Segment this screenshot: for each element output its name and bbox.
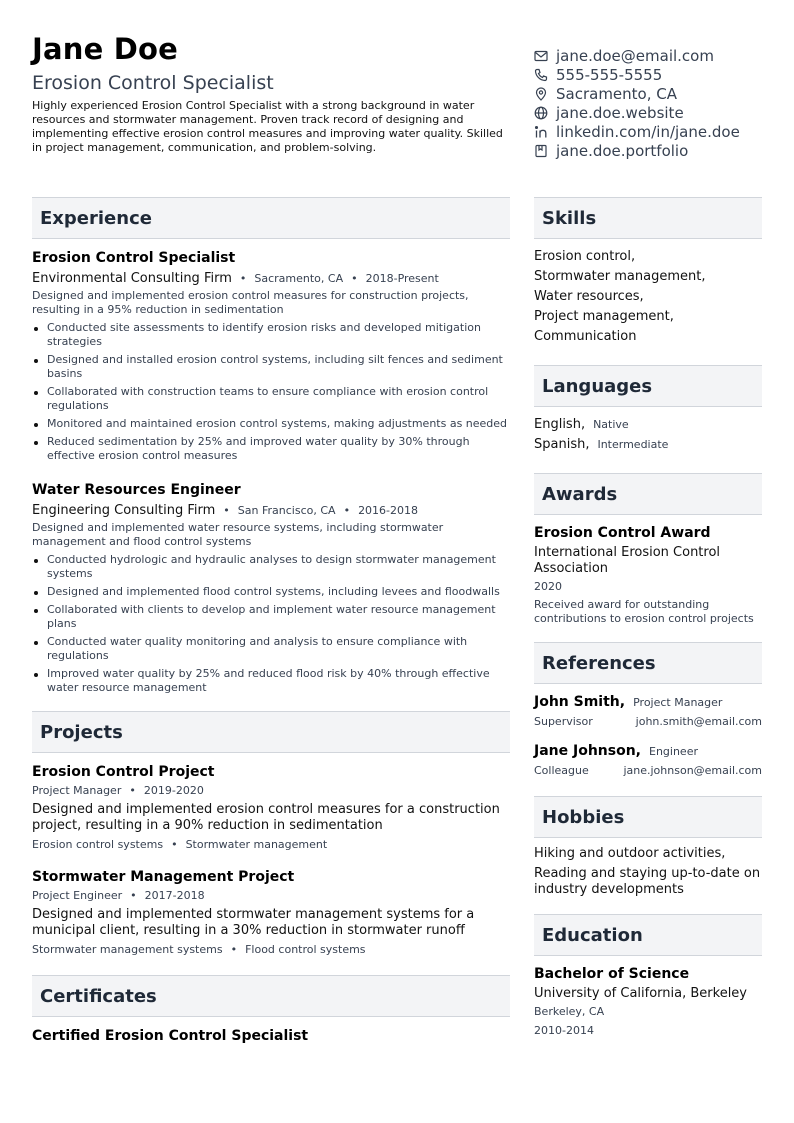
- skills-list: [534, 247, 762, 347]
- job-bullet: Designed and implemented flood control systems, including levees and floodwalls: [32, 585, 510, 599]
- portfolio-icon: [534, 144, 548, 158]
- job-meta: [32, 502, 510, 519]
- project-tag: Stormwater management: [185, 838, 328, 851]
- job-bullet: Conducted site assessments to identify erosion risks and developed mitigation strategies: [32, 321, 510, 349]
- job-description: Designed and implemented erosion control measures for construction projects, resulting in a 95% reduction in sedimentation: [32, 289, 469, 316]
- separator-dot: •: [351, 272, 358, 285]
- separator-dot: •: [343, 504, 351, 517]
- phone-icon: [534, 68, 548, 82]
- separator-dot: •: [230, 943, 238, 956]
- project-tags: [32, 838, 510, 852]
- separator-dot: •: [129, 784, 136, 797]
- language-item: [534, 415, 762, 435]
- project-dates: 2019-2020: [143, 784, 204, 797]
- language-name: English,: [534, 417, 586, 432]
- job-title: Water Resources Engineer: [32, 482, 241, 498]
- job-bullet: Monitored and maintained erosion control systems, making adjustments as needed: [32, 417, 510, 431]
- separator-dot: •: [223, 504, 230, 517]
- project-role: Project Manager: [32, 784, 122, 797]
- job-bullet: Reduced sedimentation by 25% and improved water quality by 30% through effective erosion control measures: [32, 435, 510, 463]
- reference-name: Jane Johnson,: [534, 743, 641, 759]
- summary: Highly experienced Erosion Control Specialist with a strong background in water resources and stormwater management. Proven track record of designing and implementing effective erosion control measures and improving water quality. Skilled in project management, communication, and problem-solving.: [32, 99, 503, 154]
- phone-text[interactable]: 555-555-5555: [556, 65, 663, 84]
- section-heading-languages: Languages: [534, 365, 762, 407]
- award-item: [534, 524, 762, 626]
- portfolio-text[interactable]: jane.doe.portfolio: [556, 141, 689, 160]
- language-level: Native: [593, 418, 629, 431]
- linkedin-icon: [534, 125, 548, 139]
- job-bullet: Conducted hydrologic and hydraulic analyses to design stormwater management systems: [32, 553, 510, 581]
- skill-item: Communication: [534, 329, 637, 344]
- contact-location: [534, 84, 764, 103]
- job-meta: [32, 270, 510, 287]
- job-bullet: Designed and installed erosion control systems, including silt fences and sediment basins: [32, 353, 510, 381]
- contact-portfolio[interactable]: [534, 141, 764, 160]
- education-degree: Bachelor of Science: [534, 966, 690, 982]
- job-bullets: [32, 553, 510, 695]
- experience-item: [32, 481, 510, 695]
- job-bullet: Conducted water quality monitoring and analysis to ensure compliance with regulations: [32, 635, 510, 663]
- reference-email[interactable]: john.smith@email.com: [635, 715, 762, 728]
- job-bullet: Collaborated with clients to develop and implement water resource management plans: [32, 603, 510, 631]
- job-location: San Francisco, CA: [237, 504, 336, 517]
- project-meta: [32, 889, 510, 903]
- right-column: [534, 197, 762, 1038]
- education-years: 2010-2014: [534, 1024, 594, 1037]
- contact-email[interactable]: [534, 46, 764, 65]
- mail-icon: [534, 49, 548, 63]
- job-description: Designed and implemented water resource systems, including stormwater management and flood control systems: [32, 521, 444, 548]
- project-tags: [32, 943, 510, 957]
- project-item: [32, 868, 510, 957]
- job-dates: 2018-Present: [365, 272, 439, 285]
- hobbies-list: [534, 846, 762, 898]
- project-role: Project Engineer: [32, 889, 123, 902]
- section-heading-skills: Skills: [534, 197, 762, 239]
- skill-item: Project management,: [534, 309, 674, 324]
- language-item: [534, 435, 762, 455]
- project-meta: [32, 784, 510, 798]
- reference-item: [534, 742, 762, 778]
- skill-item: Erosion control,: [534, 249, 636, 264]
- candidate-name: Jane Doe: [32, 32, 179, 66]
- project-tag: Stormwater management systems: [32, 943, 223, 956]
- separator-dot: •: [130, 889, 137, 902]
- reference-header: [534, 742, 762, 761]
- project-description: Designed and implemented erosion control measures for a construction project, resulting in a 90% reduction in sedimentation: [32, 802, 500, 833]
- website-text[interactable]: jane.doe.website: [556, 103, 684, 122]
- reference-position: Engineer: [649, 745, 698, 758]
- contact-list: [534, 46, 764, 160]
- section-heading-experience: Experience: [32, 197, 510, 239]
- reference-email[interactable]: jane.johnson@email.com: [623, 764, 762, 777]
- job-title: Erosion Control Specialist: [32, 250, 236, 266]
- globe-icon: [534, 106, 548, 120]
- reference-details: [534, 764, 762, 778]
- language-name: Spanish,: [534, 437, 590, 452]
- job-dates: 2016-2018: [358, 504, 419, 517]
- award-description: Received award for outstanding contributions to erosion control projects: [534, 598, 754, 625]
- section-heading-awards: Awards: [534, 473, 762, 515]
- separator-dot: •: [239, 272, 247, 285]
- education-school: University of California, Berkeley: [534, 986, 747, 1001]
- skill-item: Stormwater management,: [534, 269, 706, 284]
- skill-item: Water resources,: [534, 289, 644, 304]
- job-company: Engineering Consulting Firm: [32, 503, 216, 518]
- education-item: [534, 965, 762, 1038]
- award-organization: International Erosion Control Association: [534, 545, 721, 576]
- reference-relation: Supervisor: [534, 715, 593, 728]
- contact-phone[interactable]: [534, 65, 764, 84]
- reference-relation: Colleague: [534, 764, 589, 777]
- contact-linkedin[interactable]: [534, 122, 764, 141]
- job-bullet: Collaborated with construction teams to ensure compliance with erosion control regulations: [32, 385, 510, 413]
- reference-header: [534, 693, 762, 712]
- resume-header: [32, 32, 762, 182]
- job-location: Sacramento, CA: [254, 272, 344, 285]
- left-column: [32, 197, 510, 1045]
- hobby-item: Reading and staying up-to-date on industry developments: [534, 866, 761, 897]
- map-pin-icon: [534, 87, 548, 101]
- section-heading-projects: Projects: [32, 711, 510, 753]
- project-dates: 2017-2018: [144, 889, 205, 902]
- certificate-item: Certified Erosion Control Specialist: [32, 1028, 309, 1044]
- reference-item: [534, 693, 762, 729]
- languages-list: [534, 415, 762, 455]
- section-heading-references: References: [534, 642, 762, 684]
- experience-item: [32, 249, 510, 463]
- project-tag: Flood control systems: [245, 943, 366, 956]
- candidate-title: Erosion Control Specialist: [32, 72, 274, 94]
- section-heading-hobbies: Hobbies: [534, 796, 762, 838]
- project-tag: Erosion control systems: [32, 838, 164, 851]
- project-item: [32, 763, 510, 852]
- section-heading-education: Education: [534, 914, 762, 956]
- job-company: Environmental Consulting Firm: [32, 271, 232, 286]
- award-year: 2020: [534, 580, 562, 593]
- email-text[interactable]: jane.doe@email.com: [556, 46, 714, 65]
- section-heading-certificates: Certificates: [32, 975, 510, 1017]
- reference-details: [534, 715, 762, 729]
- separator-dot: •: [171, 838, 178, 851]
- hobby-item: Hiking and outdoor activities,: [534, 846, 726, 861]
- job-bullets: [32, 321, 510, 463]
- job-bullet: Improved water quality by 25% and reduced flood risk by 40% through effective water resource management: [32, 667, 510, 695]
- project-title: Erosion Control Project: [32, 764, 215, 780]
- reference-position: Project Manager: [633, 696, 723, 709]
- project-title: Stormwater Management Project: [32, 869, 295, 885]
- contact-website[interactable]: [534, 103, 764, 122]
- language-level: Intermediate: [597, 438, 669, 451]
- location-text: Sacramento, CA: [556, 84, 677, 103]
- award-title: Erosion Control Award: [534, 525, 711, 541]
- education-location: Berkeley, CA: [534, 1005, 605, 1018]
- project-description: Designed and implemented stormwater management systems for a municipal client, resulting in a 30% reduction in stormwater runoff: [32, 907, 475, 938]
- linkedin-text[interactable]: linkedin.com/in/jane.doe: [556, 122, 740, 141]
- reference-name: John Smith,: [534, 694, 626, 710]
